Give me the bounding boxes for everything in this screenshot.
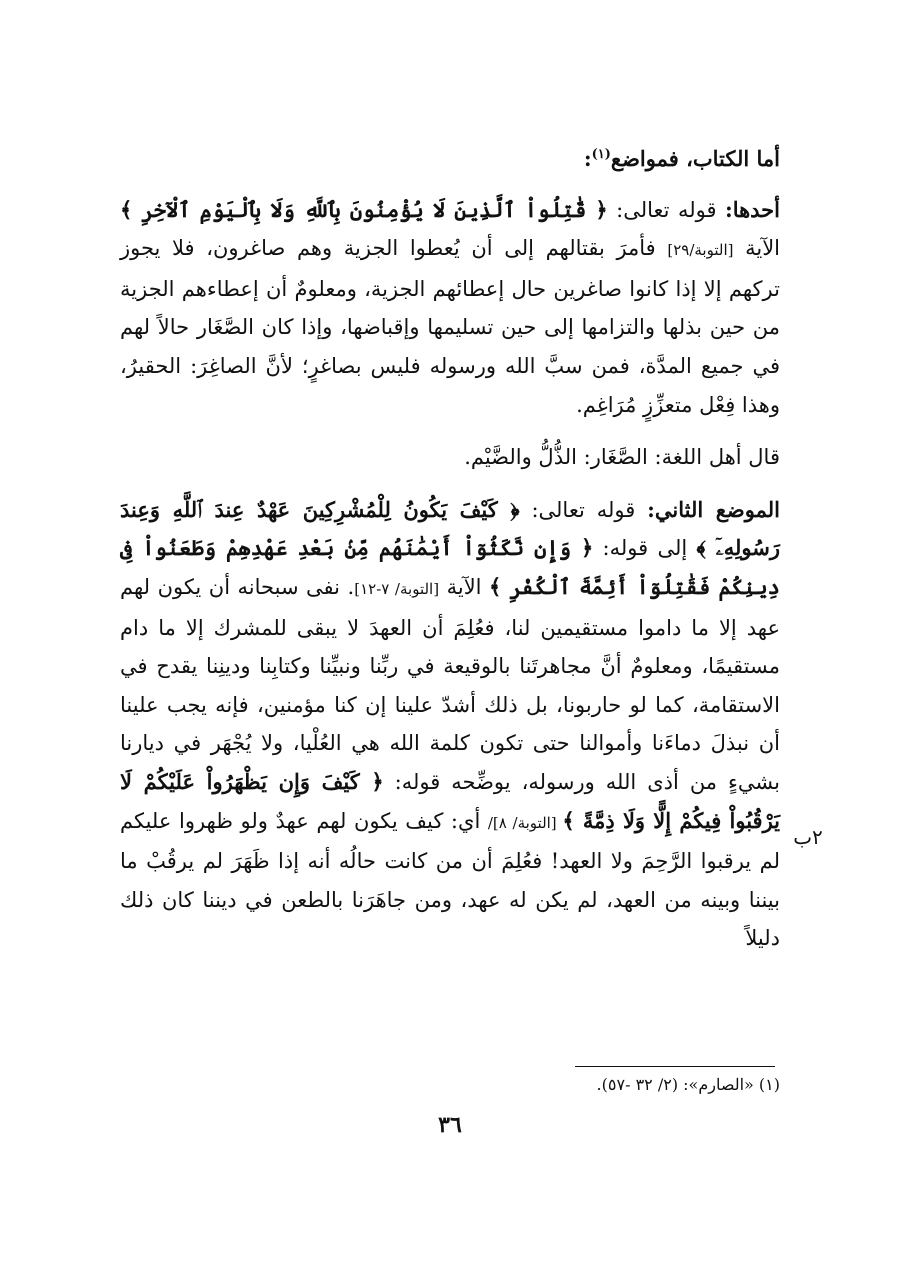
page-number: ٣٦ [438,1112,462,1138]
surah-reference: [التوبة/ ٧-١٢] [354,579,440,598]
second-place-between: إلى قوله: [593,536,697,561]
manuscript-folio-note: ٢ب [793,825,823,849]
footnote-marker: (١) [591,147,611,162]
surah-reference: [التوبة/ ٨]/ [487,813,563,832]
quran-verse: ﴿ قَٰتِلُواْ ٱلَّذِينَ لَا يُؤْمِنُونَ بِٱللَّهِ وَلَا بِٱلْيَوْمِ ٱلْآخِرِ ﴾ [120,196,608,222]
second-place-body-end: أي: كيف يكون لهم عهدٌ ولو ظهروا عليكم لم يرقبوا الرَّحِمَ ولا العهد! فعُلِمَ أن من كانت حالُه أنه إذا ظَهَرَ لم يرقُبْ ما بيننا وبينه من العهد، لم يكن له عهد، ومن جاهَرَنا بالطعن في ديننا كان ذلك دليلاً [120,808,780,951]
footnote: (١) «الصارم»: (٢/ ٣٢ -٥٧). [596,1075,780,1094]
section-heading [120,140,780,179]
first-place-intro: قوله تعالى: [607,197,725,222]
quran-verse: ﴿ وَإِن نَّكَثُوٓاْ أَيْمَٰنَهُم مِّنۢ بَعْدِ عَهْدِهِمْ وَطَعَنُواْ فِى دِينِكُمْ فَقَٰتِلُوٓاْ أَئِمَّةَ ٱلْكُفْرِ ﴾ [120,535,780,599]
second-place-lead: الموضع الثاني: [647,496,780,522]
paragraph-first-place [120,191,780,425]
second-place-intro: قوله تعالى: [519,497,648,522]
main-text [120,140,780,958]
first-place-body: فأمرَ بقتالهم إلى أن يُعطوا الجزية وهم صاغرون، فلا يجوز تركهم إلا إذا كانوا صاغرين حال إعطائهم الجزية، ومعلومٌ أن إعطاءهم الجزية من حين بذلها والتزامها إلى حين تسليمها وإقباضها، وإذا كان الصَّغَار حالاً لهم في جميع المدَّة، فمن سبَّ الله ورسوله فليس بصاغرٍ؛ لأنَّ الصاغِرَ: الحقيرُ، وهذا فِعْل متعزِّزٍ مُرَاغِم. [120,236,780,417]
verse-tail: الآية [439,574,490,599]
verse-tail: الآية [733,236,780,261]
second-place-body: . نفى سبحانه أن يكون لهم عهد إلا ما داموا مستقيمين لنا، فعُلِمَ أن العهدَ لا يبقى للمشرك إلا ما دام مستقيمًا، ومعلومٌ أنَّ مجاهرتَنا بالوقيعة في ربِّنا ونبيِّنا وكتابِنا ودينِنا يقدح في الاستقامة، كما لو حاربونا، بل ذلك أشدّ علينا إن كنا مؤمنين، فإنه يجب علينا أن نبذلَ دماءَنا وأموالنا حتى تكون كلمة الله هي العُلْيا، ولا يُجْهَر في ديارنا بشيءٍ من أذى الله ورسوله، يوضِّحه قوله: [120,574,781,794]
first-place-lead: أحدها: [724,196,781,222]
language-text: قال أهل اللغة: الصَّغَار: الذُّلُّ والضَّيْم. [464,445,780,470]
paragraph-language [120,438,780,477]
surah-reference: [التوبة/٢٩] [667,241,734,260]
quran-verse: ﴿ كَيْفَ وَإِن يَظْهَرُواْ عَلَيْكُمْ لَا يَرْقُبُواْ فِيكُمْ إِلًّا وَلَا ذِمَّةً ﴾ [120,768,780,833]
quran-verse: ﴿ كَيْفَ يَكُونُ لِلْمُشْرِكِينَ عَهْدٌ عِندَ ٱللَّهِ وَعِندَ رَسُولِهِۦٓ ﴾ [120,496,780,561]
heading-colon: : [583,146,592,171]
heading-text: أما الكتاب، فمواضع [610,146,780,171]
footnote-separator [575,1066,775,1067]
paragraph-second-place [120,491,780,958]
